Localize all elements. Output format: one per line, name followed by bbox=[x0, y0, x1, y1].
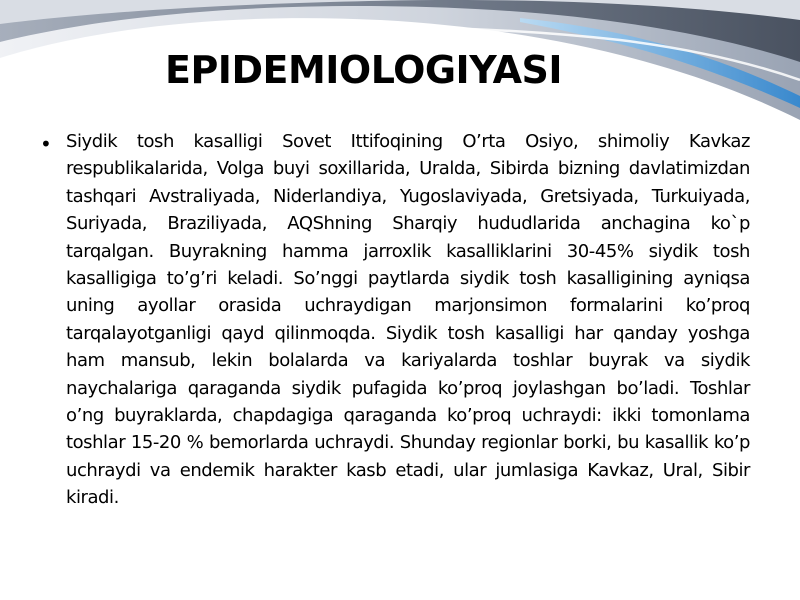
bullet-text: Siydik tosh kasalligi Sovet Ittifoqining O’rta Osiyo, shimoliy Kavkaz respublikalarida, Volga buyi soxillarida, Uralda, Sibirda bizning davlatimizdan tashqari Avstraliyada, Niderlandiya, Yugoslaviyada, Gretsiyada, Turkuiyada, Suriyada, Braziliyada, AQShning Sharqiy hududlarida anchagina ko`p tarqalgan. Buyrakning hamma jarroxlik kasalliklarini 30-45% siydik tosh kasalligiga to’g’ri keladi. So’nggi paytlarda siydik tosh kasalligining ayniqsa uning ayollar orasida uchraydigan marjonsimon formalarini ko’proq tarqalayotganligi qayd qilinmoqda. Siydik tosh kasalligi har qanday yoshga ham mansub, lekin bolalarda va kariyalarda toshlar buyrak va siydik naychalariga qaraganda siydik pufagida ko’proq joylashgan bo’ladi. Toshlar o’ng buyraklarda, chapdagiga qaraganda ko’proq uchraydi: ikki tomonlama toshlar 15-20 % bemorlarda uchraydi. Shunday regionlar borki, bu kasallik ko’p uchraydi va endemik harakter kasb etadi, ular jumlasiga Kavkaz, Ural, Sibir kiradi. bbox=[66, 131, 750, 509]
bullet-point-icon: • bbox=[40, 132, 52, 156]
bullet-list bbox=[40, 128, 750, 512]
slide-title: EPIDEMIOLOGIYASI bbox=[165, 48, 562, 92]
bullet-item bbox=[40, 128, 750, 512]
